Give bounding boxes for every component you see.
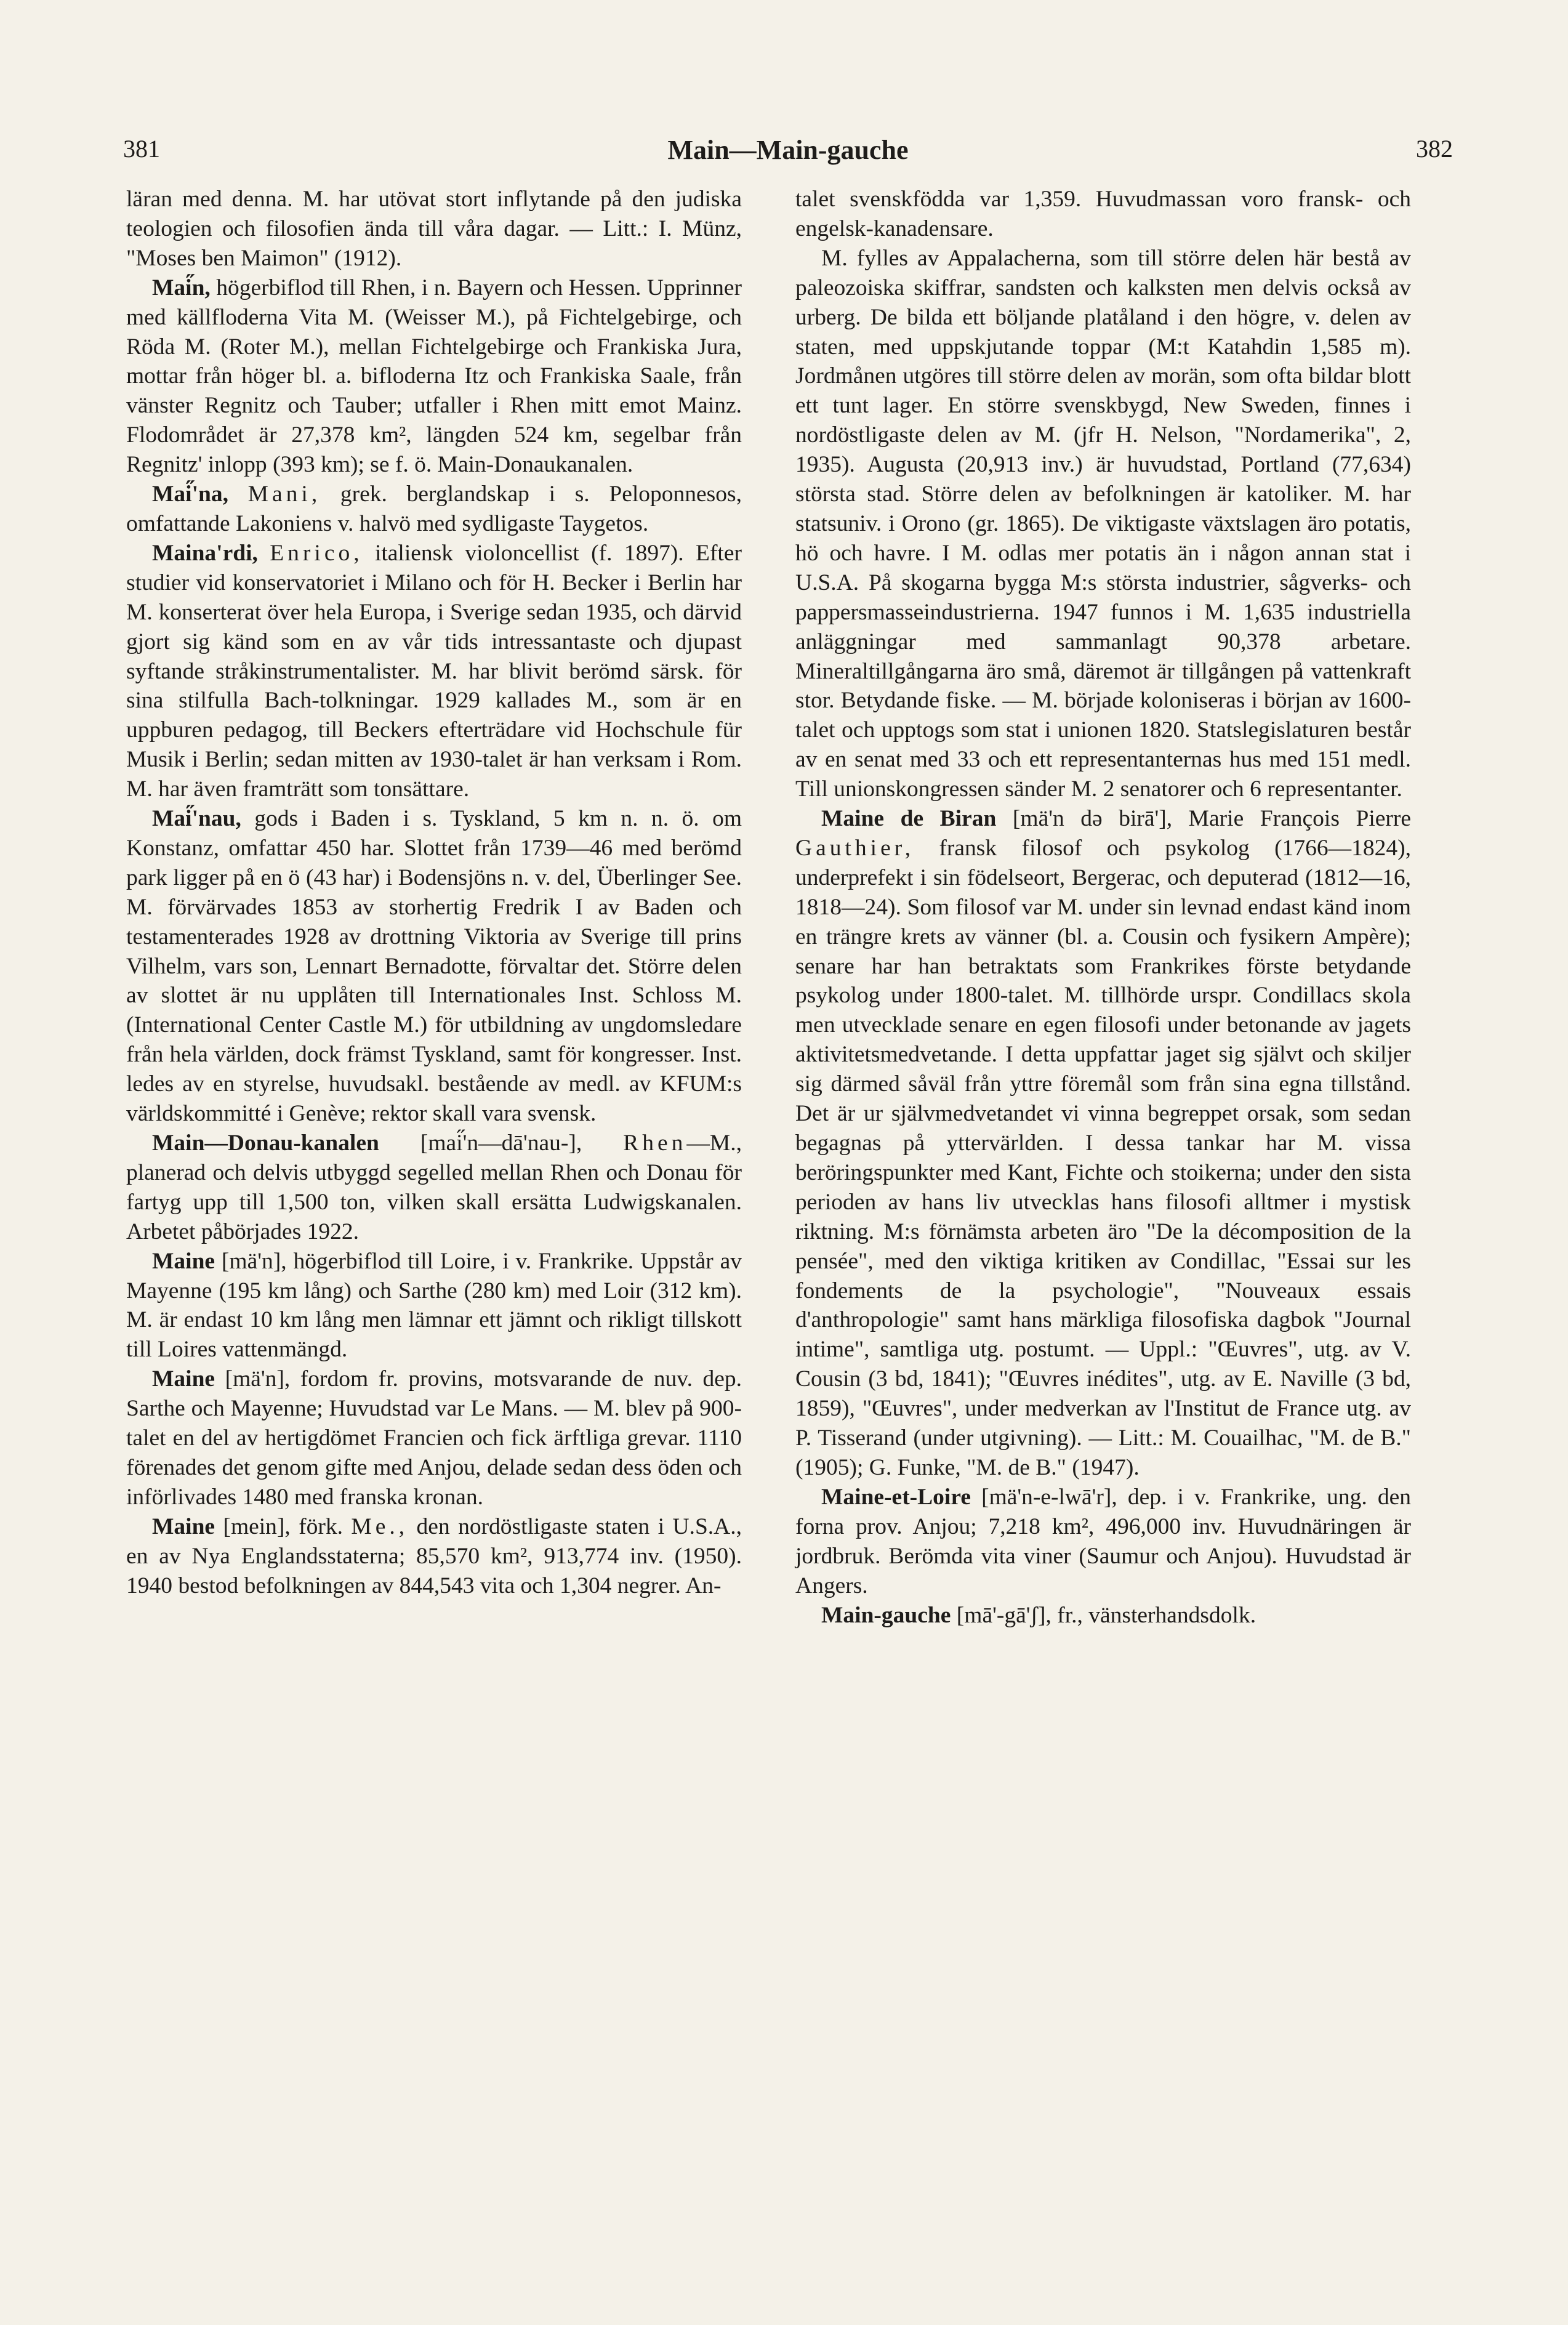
running-title: Main—Main-gauche [667, 135, 909, 165]
entry-continuation: läran med denna. M. har utövat stort inflytande på den judiska teologien och filosofien ända till våra dagar. — Litt.: I. Münz, "Moses ben Maimon" (1912). [126, 187, 742, 271]
left-page-number: 381 [123, 135, 160, 163]
spaced-name: Gauthier, [795, 835, 915, 861]
headword: Maina'rdi, [152, 540, 258, 566]
entry-mainau [126, 804, 742, 1129]
spaced-name: Enrico, [270, 540, 363, 566]
entry-continuation: talet svenskfödda var 1,359. Huvudmassan voro fransk- och engelsk-kanadensare. [795, 187, 1411, 241]
spaced-name: Me., [351, 1513, 409, 1539]
entry-text: [mä'n], högerbiflod till Loire, i v. Frankrike. Uppstår av Mayenne (195 km lång) och Sarthe (280 km) med Loir (312 km). M. är endast 10 km lång men lämnar ett jämnt och rikligt tillskott till Loires vattenmängd. [126, 1248, 742, 1363]
headword: Maine [152, 1513, 215, 1539]
entry-main-donau-kanalen [126, 1129, 742, 1247]
entry-maine-de-biran [795, 804, 1411, 1483]
headword: Maine-et-Loire [821, 1484, 971, 1510]
entry-mainardi [126, 539, 742, 804]
entry-text: gods i Baden i s. Tyskland, 5 km n. n. ö. om Konstanz, omfattar 450 har. Slottet från 1739—46 med berömd park ligger på en ö (43 har) i Bodensjöns n. v. del, Überlinger See. M. förvärvades 1853 av storhertig Fredrik I av Baden och testamenterades 1928 av drottning Viktoria av Sverige till prins Vilhelm, vars son, Lennart Bernadotte, förvaltar det. Större delen av slottet är nu upplåten till Internationales Inst. Schloss M. (International Center Castle M.) för utbildning av ungdomsledare från hela världen, dock främst Tyskland, samt för kongresser. Inst. ledes av en styrelse, huvudsakl. bestående av medl. av KFUM:s världskommitté i Genève; rektor skall vara svensk. [126, 806, 742, 1127]
entry-text: [mä'n], fordom fr. provins, motsvarande de nuv. dep. Sarthe och Mayenne; Huvudstad var Le Mans. — M. blev på 900-talet en del av hertigdömet Francien och fick ärftliga grevar. 1110 förenades det genom gifte med Anjou, delade sedan dess öden och införlivades 1480 med franska kronan. [126, 1366, 742, 1510]
right-page-number: 382 [1416, 135, 1453, 163]
headword: Mai̋'na, [152, 482, 228, 507]
pronunciation: [mein], förk. [215, 1513, 344, 1539]
pronunciation: [mai̋'n—dā'nau-], [420, 1130, 582, 1156]
entry-text: —M., planerad och delvis utbyggd segelled mellan Rhen och Donau för fartyg upp till 1,500 ton, vilken skall ersätta Ludwigskanalen. Arbetet påbörjades 1922. [126, 1130, 742, 1244]
entry-main-gauche [795, 1601, 1411, 1630]
entry-main-river [126, 273, 742, 480]
entry-text: högerbiflod till Rhen, i n. Bayern och Hessen. Upprinner med källfloderna Vita M. (Weisser M.), på Fichtelgebirge, och Röda M. (Roter M.), mellan Fichtelgebirge och Frankiska Jura, mottar från höger bl. a. bifloderna Itz och Frankiska Saale, från vänster Regnitz och Tauber; utfaller i Rhen mitt emot Mainz. Flodområdet är 27,378 km², längden 524 km, segelbar från Regnitz' inlopp (393 km); se f. ö. Main-Donaukanalen. [126, 275, 742, 478]
headword: Main-gauche [821, 1602, 951, 1628]
entry-maina [126, 480, 742, 539]
spaced-name: Rhen [623, 1130, 687, 1156]
page-header [123, 134, 1453, 171]
headword: Mai̋'nau, [152, 806, 241, 832]
left-column [126, 185, 742, 1601]
entry-maine-state [126, 1512, 742, 1601]
entry-text: fransk filosof och psykolog (1766—1824), underprefekt i sin födelseort, Bergerac, och deputerad (1812—16, 1818—24). Som filosof var M. under sin levnad endast känd inom en trängre krets av vänner (bl. a. Cousin och fysikern Ampère); senare har han betraktats som Frankrikes förste betydande psykolog under 1800-talet. M. tillhörde urspr. Condillacs skola men utvecklade senare en egen filosofi under betonande av jagets aktivitetsmedvetande. I detta uppfattar jaget sig självt och skiljer sig därmed såväl från yttre föremål som från sina egna tillstånd. Det är ur självmedvetandet vi vinna begreppet orsak, som sedan begagnas på yttervärlden. I dessa tankar har M. vissa beröringspunkter med Kant, Fichte och stoikerna; under den sista perioden av hans liv utvecklas hans filosofi alltmer i mystisk riktning. M:s förnämsta arbeten äro "De la décomposition de la pensée", med den viktiga kritiken av Condillac, "Essai sur les fondements de la psychologie", "Nouveaux essais d'anthropologie" samt hans märkliga filosofiska dagbok "Journal intime", samtliga utg. postumt. — Uppl.: "Œuvres", utg. av V. Cousin (3 bd, 1841); "Œuvres inédites", utg. av E. Naville (3 bd, 1859), "Œuvres", under medverkan av l'Institut de France utg. av P. Tisserand (under utgivning). — Litt.: M. Couailhac, "M. de B." (1905); G. Funke, "M. de B." (1947). [795, 835, 1411, 1480]
entry-text: italiensk violoncellist (f. 1897). Efter studier vid konservatoriet i Milano och för H. Becker i Berlin har M. konserterat över hela Europa, i Sverige sedan 1935, och därvid gjort sig känd som en av vår tids intressantaste och djupast syftande stråkinstrumentalister. M. har blivit berömd särsk. för sina stilfulla Bach-tolkningar. 1929 kallades M., som är en uppburen pedagog, till Beckers efterträdare vid Hochschule für Musik i Berlin; sedan mitten av 1930-talet är han verksam i Rom. M. har även framträtt som tonsättare. [126, 540, 742, 802]
entry-text: grek. berglandskap i s. Peloponnesos, omfattande Lakoniens v. halvö med sydligaste Taygetos. [126, 482, 742, 536]
headword: Main—Donau-kanalen [152, 1130, 379, 1156]
headword: Maine [152, 1248, 215, 1274]
entry-text: [mā'-gā'ʃ], fr., vänsterhandsdolk. [951, 1602, 1256, 1628]
headword: Maine [152, 1366, 215, 1392]
entry-text: [mä'n-e-lwā'r], dep. i v. Frankrike, ung. den forna prov. Anjou; 7,218 km², 496,000 inv. Huvudnäringen är jordbruk. Berömda vita viner (Saumur och Anjou). Huvudstad är Angers. [795, 1484, 1411, 1598]
entry-maine-river [126, 1247, 742, 1365]
headword: Mai̋n, [152, 275, 211, 300]
entry-maine-et-loire [795, 1483, 1411, 1601]
entry-text: den nordöstligaste staten i U.S.A., en av Nya Englandsstaterna; 85,570 km², 913,774 inv. (1950). 1940 bestod befolkningen av 844,543 vita och 1,304 negrer. An- [126, 1513, 742, 1598]
entry-maine-province [126, 1364, 742, 1512]
right-column [795, 185, 1411, 1630]
headword: Maine de Biran [821, 806, 997, 832]
spaced-name: Mani, [247, 482, 321, 507]
entry-paragraph: M. fylles av Appalacherna, som till större delen här bestå av paleozoiska skiffrar, sandsten och kalksten men delvis också av urberg. De bilda ett böljande platåland i den högre, v. delen av staten, med uppskjutande toppar (M:t Katahdin 1,585 m). Jordmånen utgöres till större delen av morän, som ofta bildar blott ett tunt lager. En större svenskbygd, New Sweden, finnes i nordöstligaste delen av M. (jfr H. Nelson, "Nordamerika", 2, 1935). Augusta (20,913 inv.) är huvudstad, Portland (77,634) största stad. Större delen av befolkningen är katoliker. M. har statsuniv. i Orono (gr. 1865). De viktigaste växtslagen äro potatis, hö och havre. I M. odlas mer potatis än i någon annan stat i U.S.A. På skogarna bygga M:s största industrier, sågverks- och pappersmasseindustrierna. 1947 funnos i M. 1,635 industriella anläggningar med sammanlagt 90,378 arbetare. Mineraltillgångarna äro små, däremot är tillgången på vattenkraft stor. Betydande fiske. — M. började koloniseras i början av 1600-talet och upptogs som stat i unionen 1820. Statslegislaturen består av en senat med 33 och ett representanternas hus med 151 medl. Till unionskongressen sänder M. 2 senatorer och 6 representanter. [795, 245, 1411, 802]
pronunciation: [mä'n də birā'], Marie François Pierre [996, 806, 1412, 832]
